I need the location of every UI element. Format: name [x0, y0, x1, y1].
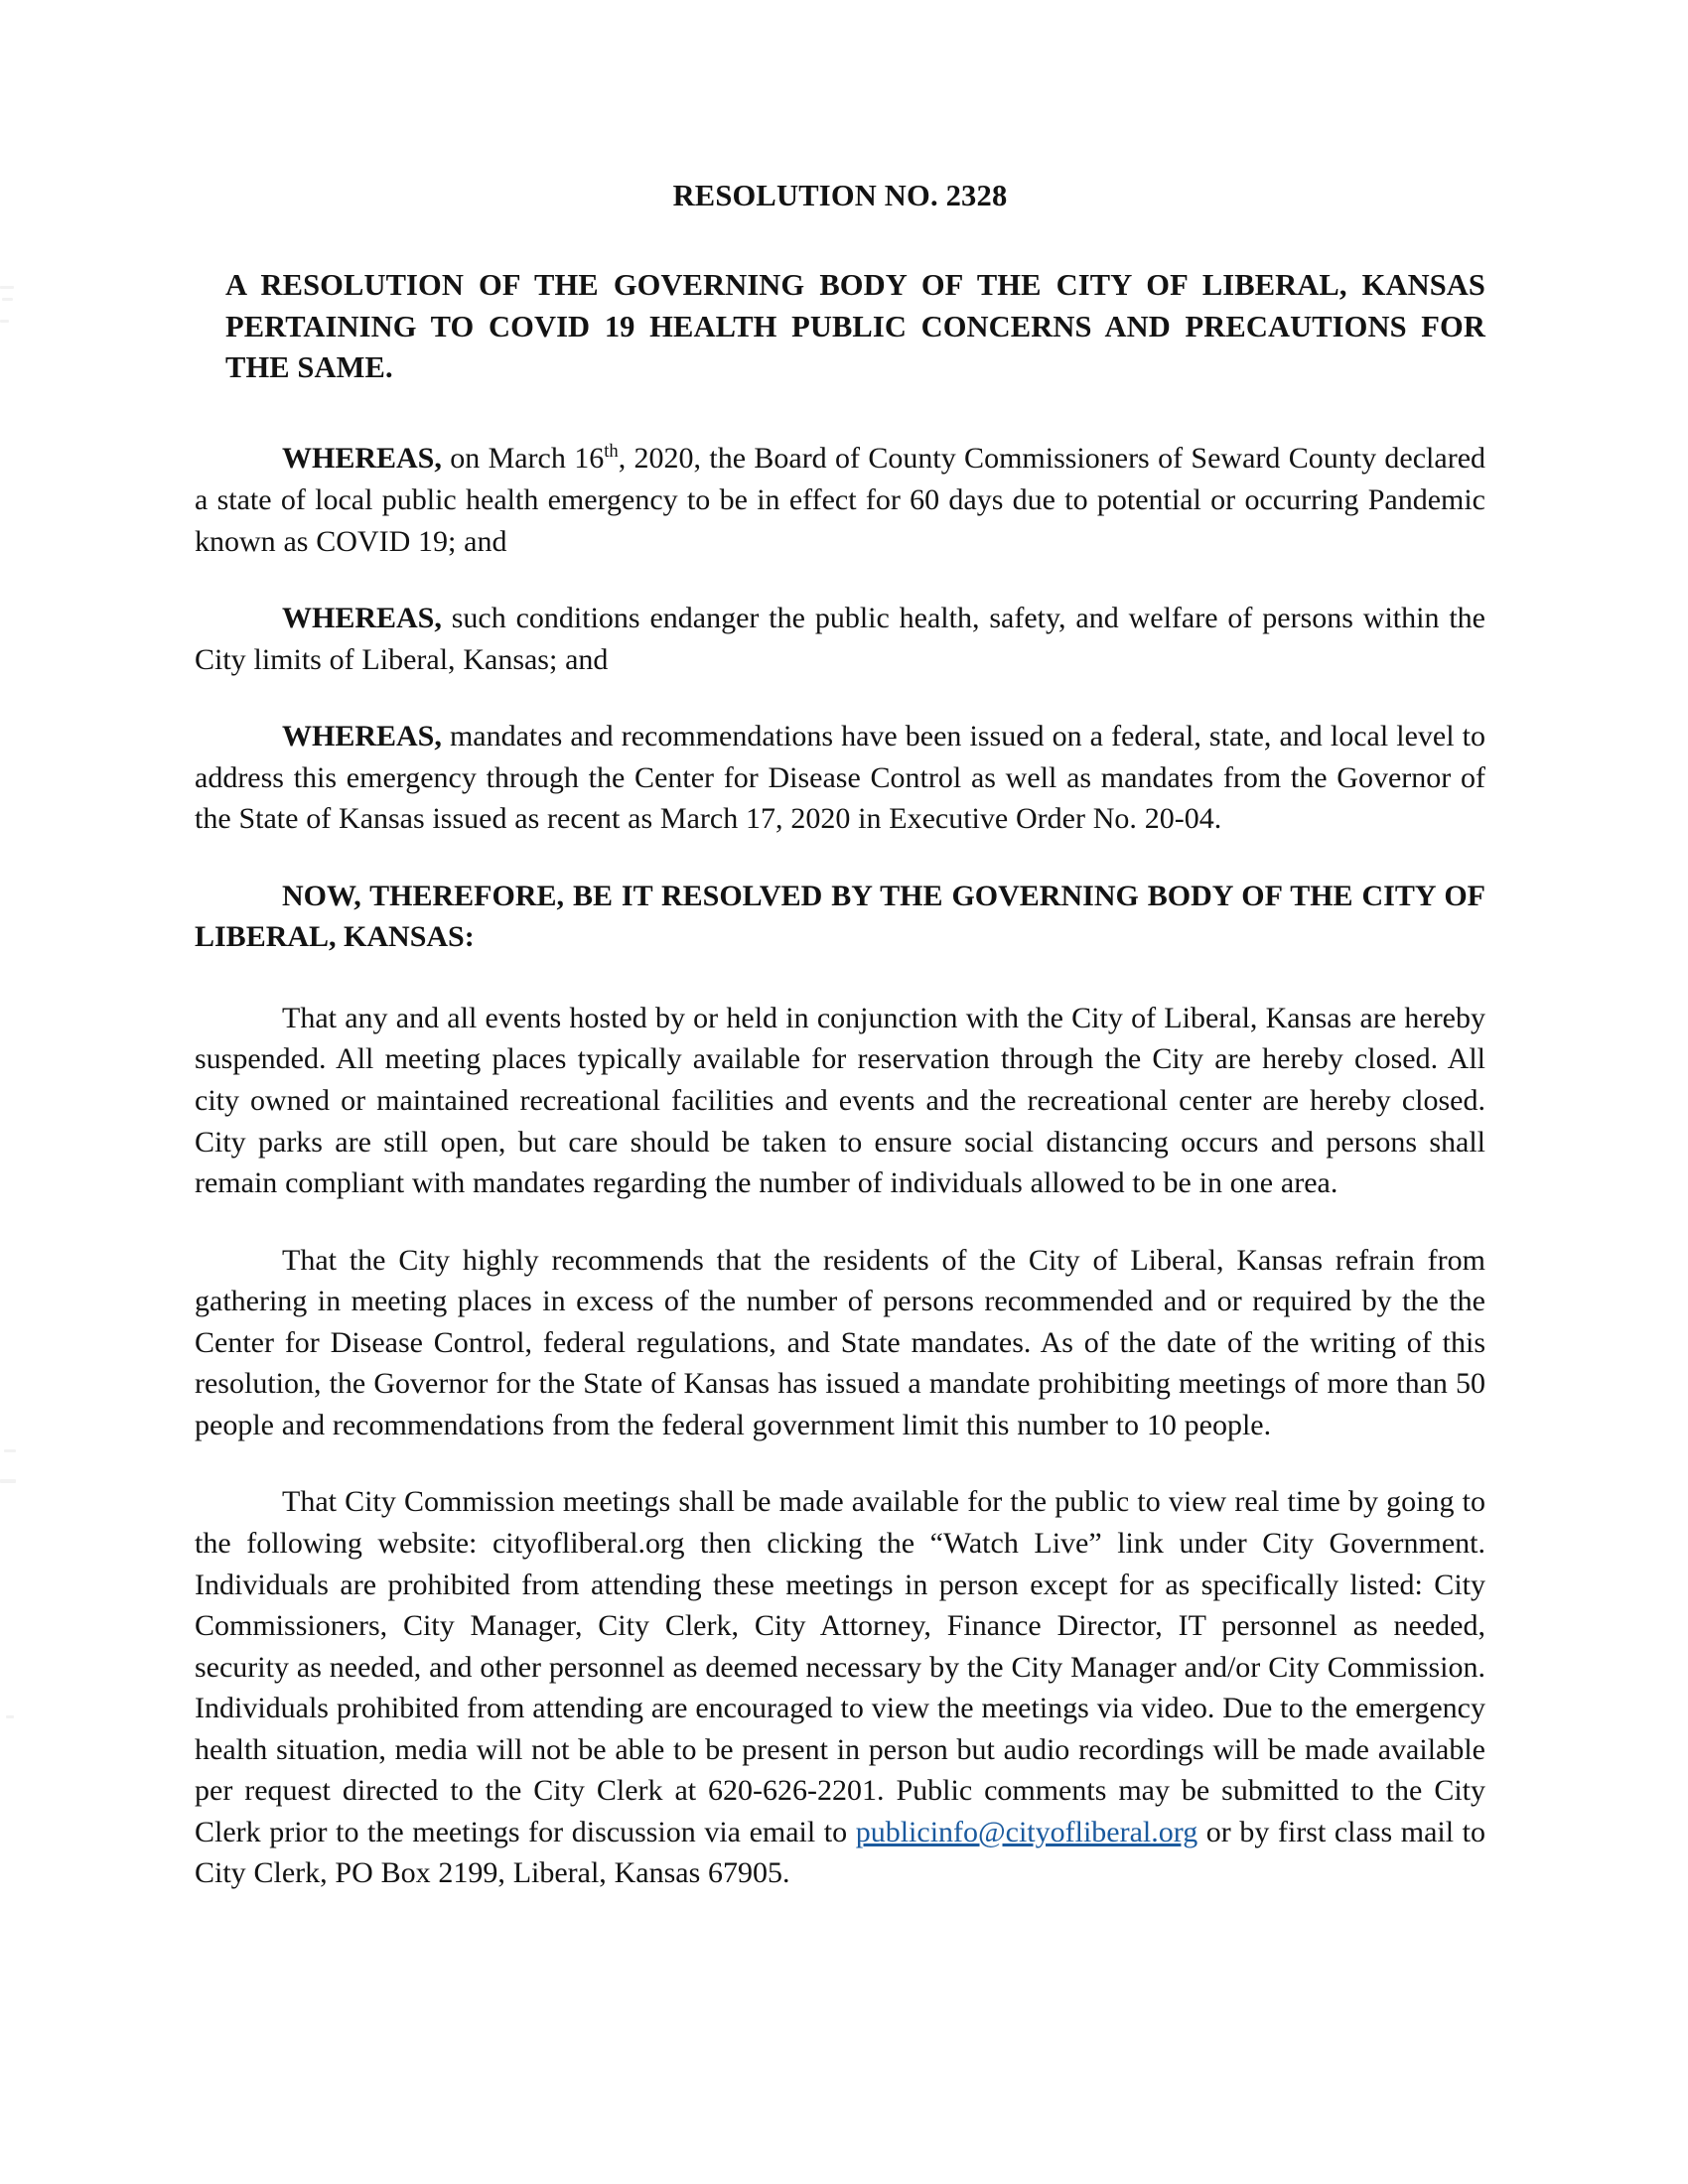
provision-gathering-limits-text: That the City highly recommends that the residents of the City of Liberal, Kansas refrain from gathering in meeting places in excess of the number of persons recommended and or required by the the Center for Disease Control, federal regulations, and State mandates. As of the date of the writing of this resolution, the Governor for the State of Kansas has issued a mandate prohibiting meetings of more than 50 people and recommendations from the federal government limit this number to 10 people.: [195, 1243, 1485, 1441]
whereas-text-1a: on March 16: [441, 442, 605, 476]
document-body: [195, 179, 1485, 1930]
whereas-text-1b: , 2020, the Board of County Commissioners of Seward County declared a state of local public health emergency to be in effect for 60 days due to potential or occurring Pandemic known as COVID 19; and: [195, 442, 1486, 558]
ordinal-superscript: th: [604, 441, 619, 463]
scan-artifact: [0, 320, 9, 323]
resolution-subject-heading: A RESOLUTION OF THE GOVERNING BODY OF THE CITY OF LIBERAL, KANSAS PERTAINING TO COVID 19 HEALTH PUBLIC CONCERNS AND PRECAUTIONS FOR THE SAME.: [225, 268, 1485, 384]
provision-gathering-limits: [195, 1240, 1485, 1446]
whereas-clause-3: [195, 716, 1485, 840]
public-info-email-link[interactable]: publicinfo@cityofliberal.org: [855, 1815, 1198, 1848]
scan-artifact: [4, 1449, 16, 1452]
scan-artifact: [0, 1479, 16, 1483]
page-title: RESOLUTION NO. 2328: [672, 179, 1008, 212]
whereas-clause-1: [195, 438, 1485, 562]
whereas-label-1: WHEREAS,: [282, 442, 442, 476]
resolved-heading: NOW, THEREFORE, BE IT RESOLVED BY THE GOVERNING BODY OF THE CITY OF LIBERAL, KANSAS:: [195, 879, 1485, 954]
meetings-text-part1: That City Commission meetings shall be made available for the public to view real time by going to the following website: cityofliberal.org then clicking the “Watch Live” link under City Government. Individuals are prohibited from attending these meetings in person except for as specifically listed: City Commissioners, City Manager, City Clerk, City Attorney, Finance Director, IT personnel as needed, security as needed, and other personnel as deemed necessary by the City Manager and/or City Commission. Individuals prohibited from attending are encouraged to view the meetings via video. Due to the emergency health situation, media will not be able to be present in person but audio recordings will be made available per request directed to the City Clerk at 620-626-2201. Public comments may be submitted to the City Clerk prior to the meetings for discussion via email to: [195, 1485, 1485, 1848]
meetings-text-part2: or by first class mail to City Clerk, PO Box 2199, Liberal, Kansas 67905.: [195, 1815, 1486, 1890]
provision-commission-meetings: [195, 1481, 1485, 1893]
whereas-clause-2: [195, 598, 1485, 680]
scan-artifact: [6, 1715, 14, 1718]
whereas-label-2: WHEREAS,: [282, 602, 442, 635]
scan-artifact: [0, 286, 14, 289]
whereas-label-3: WHEREAS,: [282, 720, 442, 753]
whereas-text-3: mandates and recommendations have been issued on a federal, state, and local level to address this emergency through the Center for Disease Control as well as mandates from the Governor of the State of Kansas issued as recent as March 17, 2020 in Executive Order No. 20-04.: [195, 720, 1485, 836]
scan-artifact: [2, 298, 13, 301]
whereas-text-2: such conditions endanger the public health, safety, and welfare of persons within the City limits of Liberal, Kansas; and: [195, 602, 1485, 676]
provision-events-suspended: That any and all events hosted by or held in conjunction with the City of Liberal, Kansas are hereby suspended. All meeting places typically available for reservation through the City are hereby closed. All city owned or maintained recreational facilities and events and the recreational center are hereby closed. City parks are still open, but care should be taken to ensure social distancing occurs and persons shall remain compliant with mandates regarding the number of individuals allowed to be in one area.: [195, 1001, 1485, 1200]
